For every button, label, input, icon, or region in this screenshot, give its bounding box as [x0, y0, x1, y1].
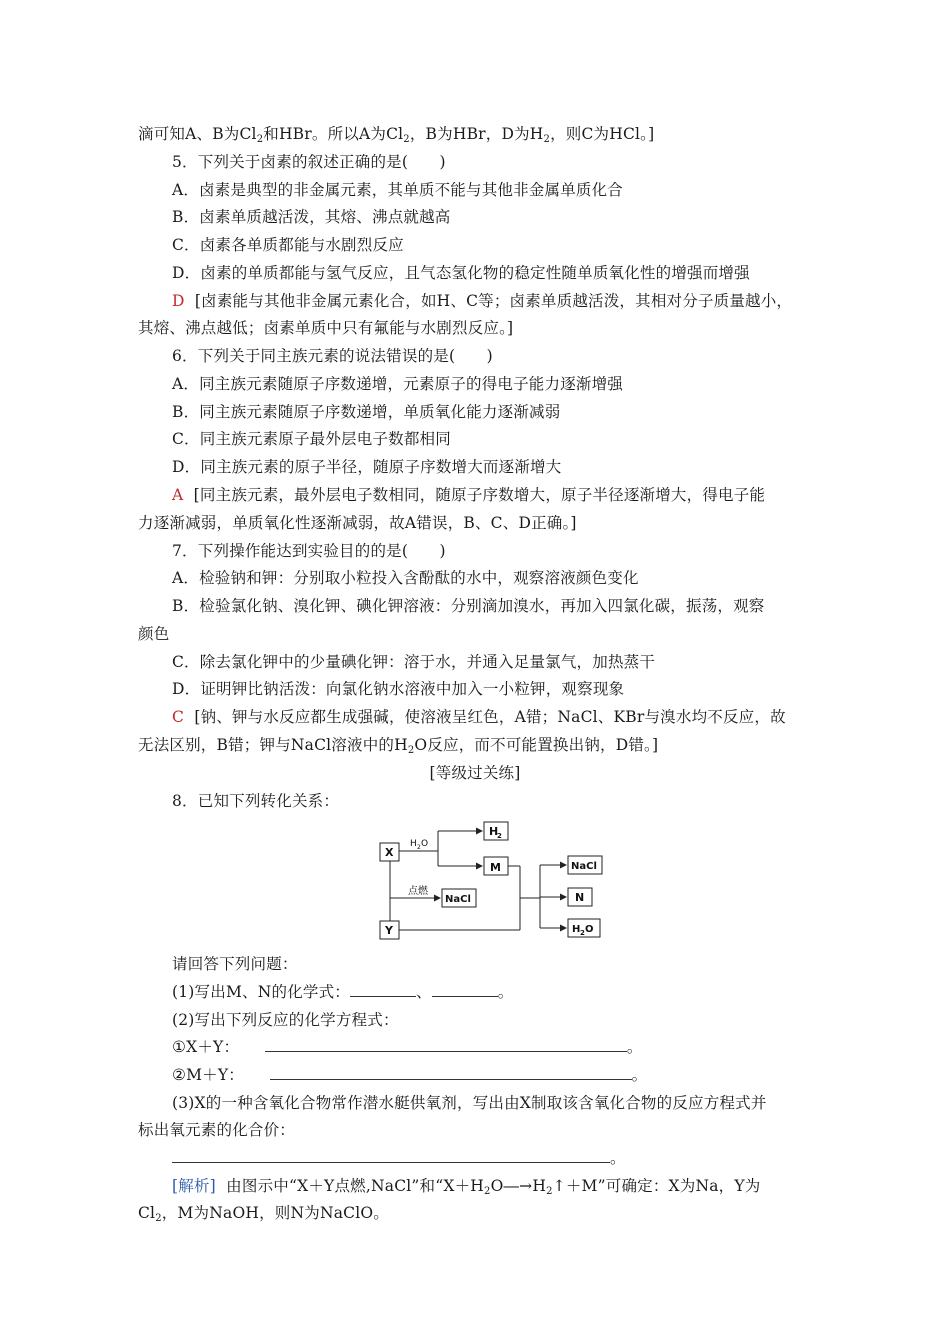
label-nacl-mid: NaCl	[445, 894, 471, 905]
q6-option-d: D．同主族元素的原子半径，随原子序数增大而逐渐增大	[172, 458, 562, 476]
q5-option-d: D．卤素的单质都能与氢气反应，且气态氢化物的稳定性随单质氧化性的增强而增强	[172, 264, 750, 282]
q7-option-b: B．检验氯化钠、溴化钾、碘化钾溶液：分别滴加溴水，再加入四氯化碳，振荡，观察	[172, 597, 765, 615]
q7-option-d: D．证明钾比钠活泼：向氯化钠水溶液中加入一小粒钾，观察现象	[172, 680, 625, 698]
label-m: M	[490, 861, 501, 874]
analysis-cont: $Cl_2$，M为NaOH，则N为NaClO。	[138, 1204, 389, 1224]
question-8: 8．已知下列转化关系：	[172, 792, 340, 810]
analysis: [解析] 由图示中“X＋Y点燃,NaCl”和“$X+H_2O―\to H_2↑+M$”可确定：X为Na，Y为	[172, 1177, 761, 1197]
arrow-label-o: O	[421, 839, 429, 849]
q7-option-c: C．除去氯化钾中的少量碘化钾：溶于水，并通入足量氯气，加热蒸干	[172, 653, 656, 671]
question-7: 7．下列操作能达到实验目的的是( )	[172, 542, 446, 560]
arrow-label-2: 2	[417, 844, 421, 851]
q6-answer-letter: A	[172, 486, 184, 504]
q7-answer: C [钠、钾与水反应都生成强碱，使溶液呈红色，A错；NaCl、KBr与溴水均不反应，故	[172, 708, 786, 726]
q6-option-c: C．同主族元素原子最外层电子数都相同	[172, 430, 451, 448]
q5-answer-letter: D	[172, 292, 185, 310]
question-5: 5．下列关于卤素的叙述正确的是( )	[172, 153, 446, 171]
part-3-cont: 标出氧元素的化合价：	[138, 1121, 296, 1139]
part-1: (1)写出M、N的化学式： 、 。	[172, 983, 514, 1001]
q6-explanation-2: 力逐渐减弱，单质氧化性逐渐减弱，故A错误，B、C、D正确。]	[138, 514, 577, 532]
part-2-a: ①X＋Y： 。	[172, 1038, 643, 1056]
q5-explanation-2: 其熔、沸点越低；卤素单质中只有氟能与水剧烈反应。]	[138, 319, 514, 337]
section-heading: [等级过关练]	[429, 764, 521, 782]
prompt: 请回答下列问题：	[172, 955, 298, 973]
label-h2o-2: 2	[580, 929, 585, 937]
q5-option-c: C．卤素各单质都能与水剧烈反应	[172, 236, 404, 254]
q5-option-b: B．卤素单质越活泼，其熔、沸点就越高	[172, 208, 451, 226]
label-h2-2: 2	[497, 832, 502, 840]
label-h2o-o: O	[585, 924, 594, 935]
answer-blank-xy[interactable]	[265, 1037, 627, 1052]
label-n: N	[575, 891, 585, 904]
q7-answer-letter: C	[172, 708, 185, 726]
conversion-diagram	[370, 815, 610, 945]
arrow-label-burn: 点燃	[408, 886, 428, 897]
part-2: (2)写出下列反应的化学方程式：	[172, 1011, 399, 1029]
q5-answer: D [卤素能与其他非金属元素化合，如H、C等；卤素单质越活泼，其相对分子质量越小，	[172, 292, 793, 310]
q6-answer: A [同主族元素，最外层电子数相同，随原子序数增大，原子半径逐渐增大，得电子能	[172, 486, 766, 504]
q5-option-a: A．卤素是典型的非金属元素，其单质不能与其他非金属单质化合	[172, 181, 623, 199]
answer-blank-m[interactable]	[350, 982, 416, 997]
answer-blank-equation[interactable]	[172, 1148, 610, 1163]
q7-option-b-cont: 颜色	[138, 625, 170, 643]
answer-blank-n[interactable]	[432, 982, 498, 997]
label-h2o-h: H	[572, 924, 581, 935]
q6-option-a: A．同主族元素随原子序数递增，元素原子的得电子能力逐渐增强	[172, 375, 623, 393]
label-x: X	[385, 846, 394, 859]
part-3-blank: 。	[172, 1148, 626, 1168]
q7-option-a: A．检验钠和钾：分别取小粒投入含酚酞的水中，观察溶液颜色变化	[172, 569, 639, 587]
label-h2-h: H	[489, 825, 499, 838]
answer-blank-my[interactable]	[270, 1065, 632, 1080]
arrow-label-h: H	[410, 839, 417, 849]
part-2-b: ②M＋Y： 。	[172, 1066, 648, 1084]
q6-option-b: B．同主族元素随原子序数递增，单质氧化能力逐渐减弱	[172, 403, 561, 421]
analysis-label: [解析]	[172, 1177, 216, 1195]
q7-explanation-2: 无法区别，B错；钾与NaCl溶液中的$H_2O$反应，而不可能置换出钠，D错。]	[138, 736, 659, 756]
line-continuation: 滴可知A、B为$Cl_2$和HBr。所以A为$Cl_2$，B为HBr，D为$H_2$，则C为HCl。]	[138, 125, 655, 145]
label-nacl-out: NaCl	[571, 861, 597, 872]
question-6: 6．下列关于同主族元素的说法错误的是( )	[172, 347, 493, 365]
part-3: (3)X的一种含氧化合物常作潜水艇供氧剂，写出由X制取该含氧化合物的反应方程式并	[172, 1094, 767, 1112]
label-y: Y	[385, 924, 393, 937]
